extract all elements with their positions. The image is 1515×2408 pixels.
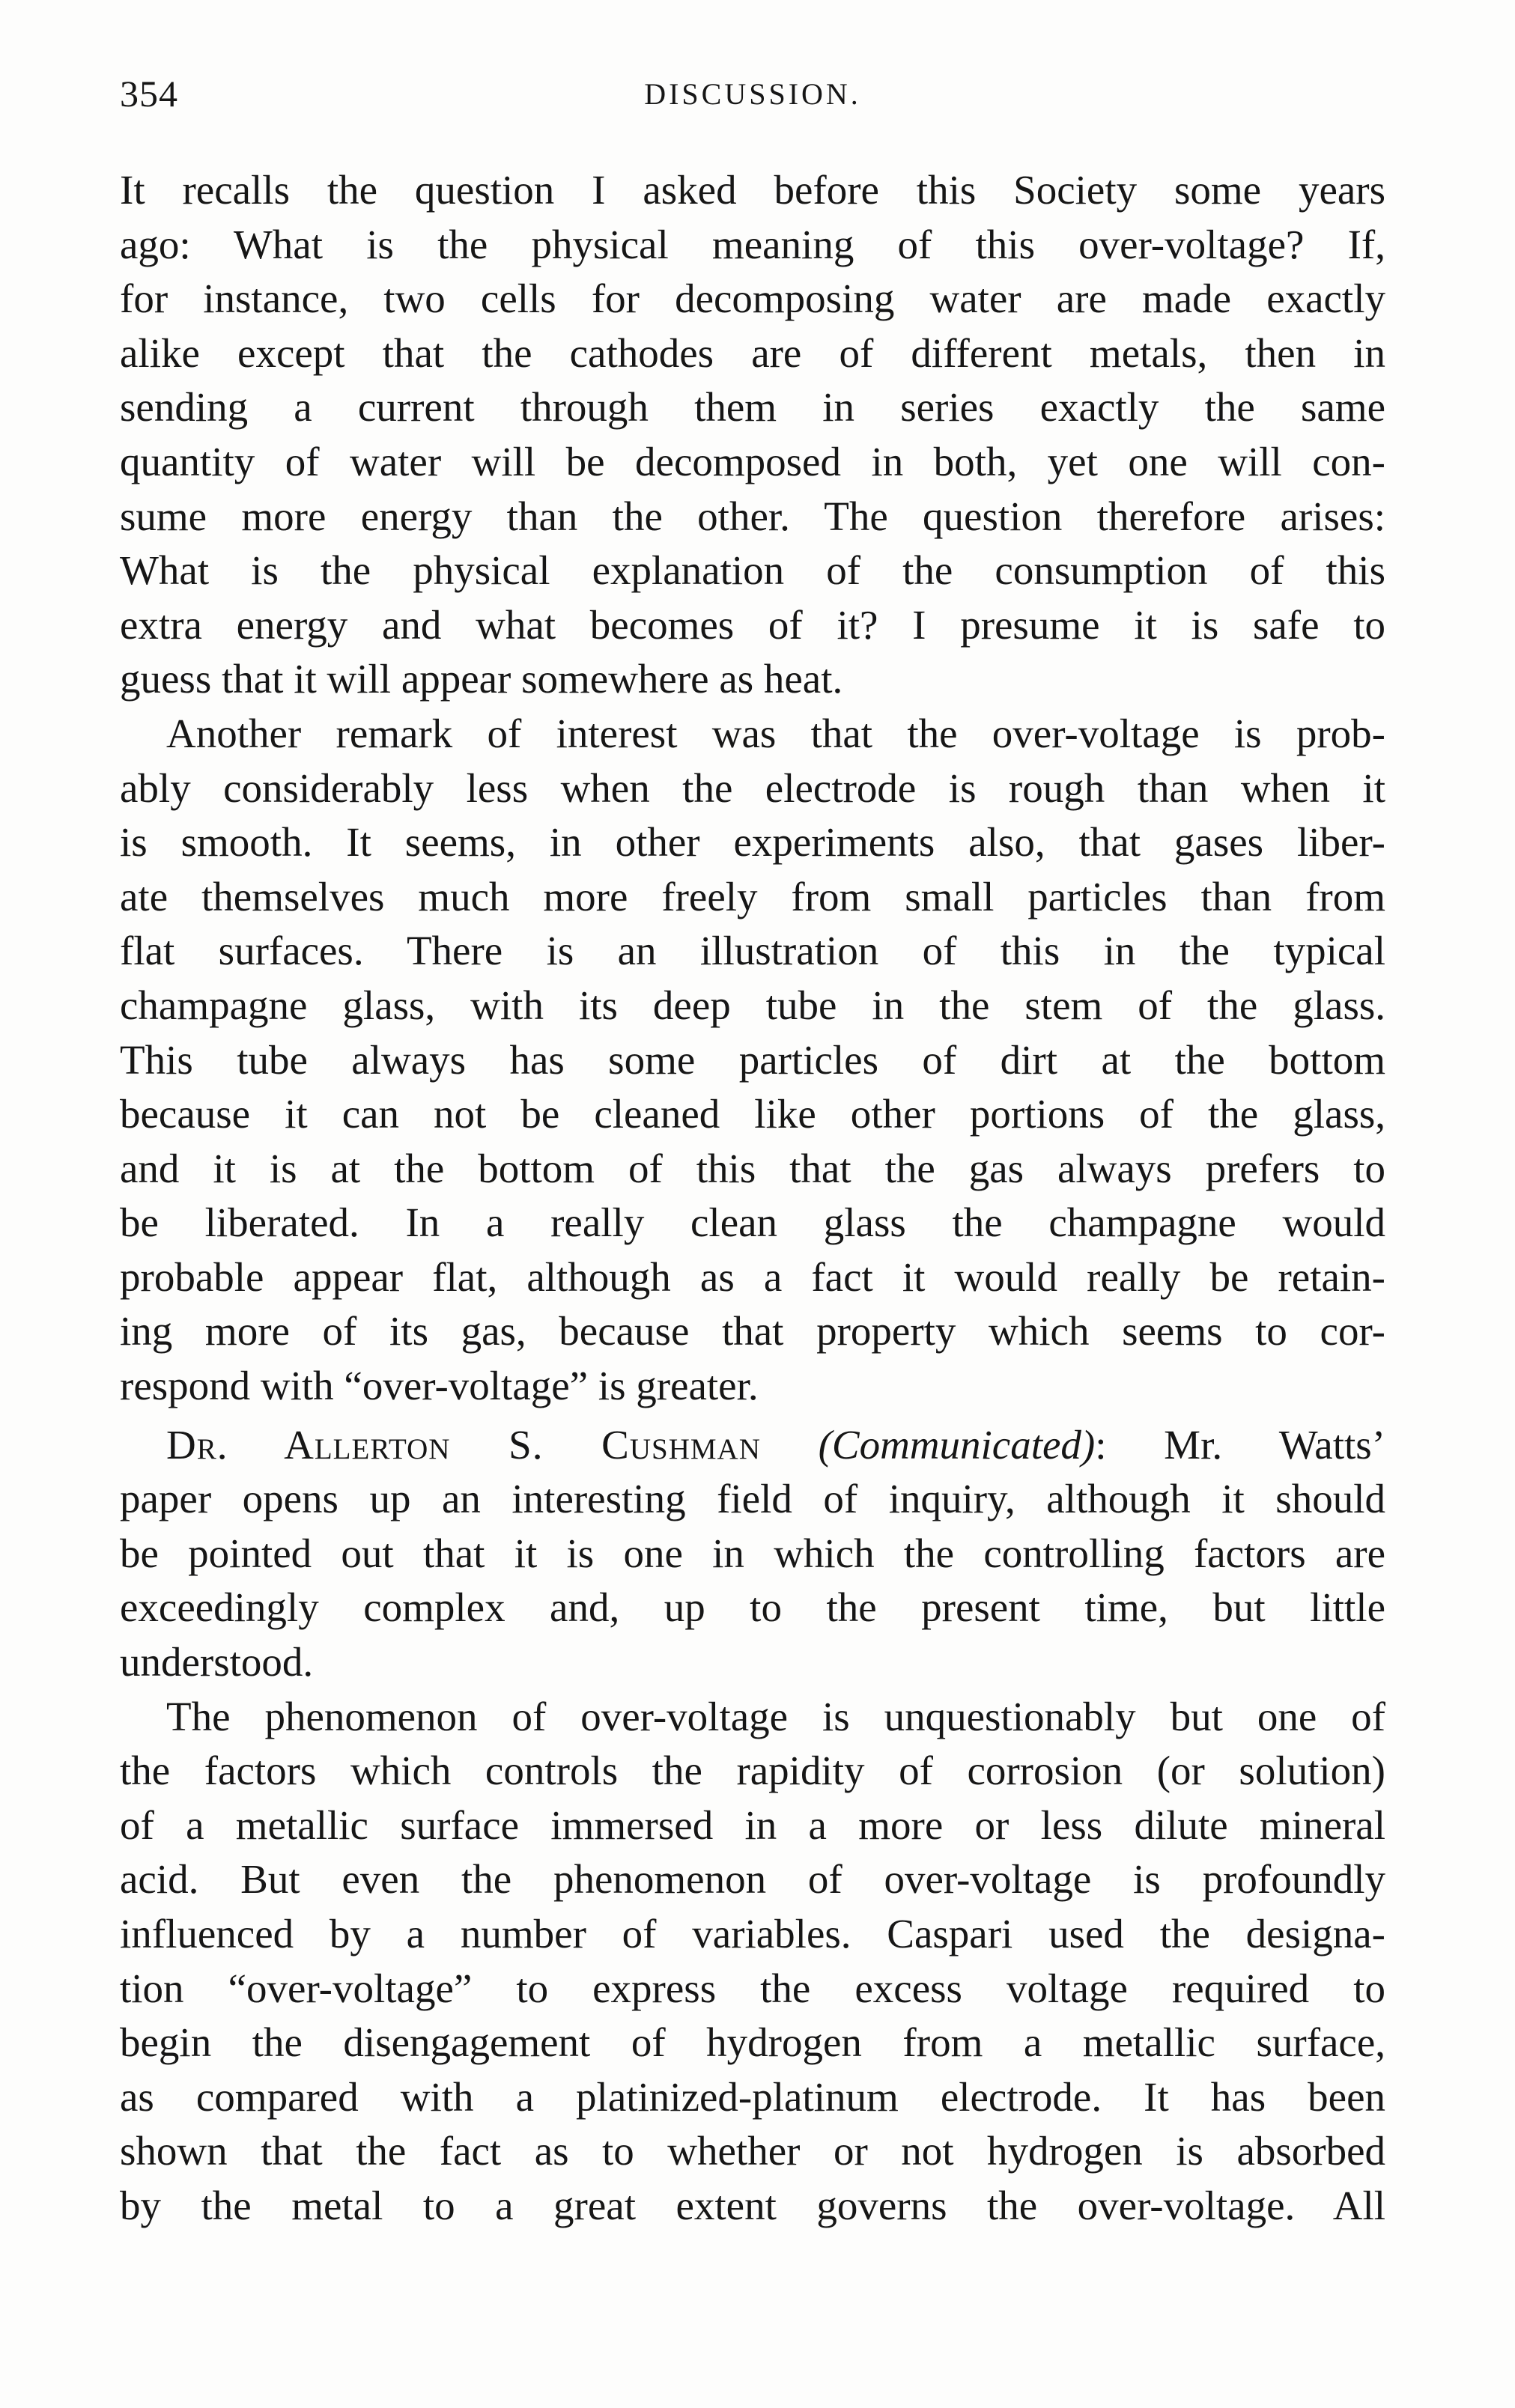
paragraph-2 [120, 707, 1385, 1414]
text-line: of a metallic surface immersed in a more or less dilute mineral [120, 1802, 1385, 1848]
text-line: paper opens up an interesting field of inquiry, although it should [120, 1476, 1385, 1522]
text-line: respond with “over-voltage” is greater. [120, 1363, 759, 1409]
text-line: champagne glass, with its deep tube in the stem of the glass. [120, 982, 1385, 1028]
text-line: begin the disengagement of hydrogen from a metallic surface, [120, 2019, 1385, 2066]
text-line: acid. But even the phenomenon of over-voltage is profoundly [120, 1856, 1385, 1903]
text-line: quantity of water will be decomposed in both, yet one will con- [120, 438, 1385, 484]
text-line: The phenomenon of over-voltage is unquestionably but one of [166, 1693, 1385, 1739]
speaker-line-rest: : Mr. Watts’ [1095, 1421, 1385, 1468]
paragraph-3 [120, 1418, 1385, 1690]
text-line: ably considerably less when the electrode is rough than when it [120, 764, 1385, 811]
text-line: This tube always has some particles of dirt at the bottom [120, 1036, 1385, 1083]
text-line: extra energy and what becomes of it? I presume it is safe to [120, 601, 1385, 648]
text-line: Another remark of interest was that the over-voltage is prob- [166, 710, 1385, 756]
text-line: ago: What is the physical meaning of this over-voltage? If, [120, 221, 1385, 267]
text-line: exceedingly complex and, up to the present time, but little [120, 1584, 1385, 1631]
text-line: guess that it will appear somewhere as heat. [120, 656, 843, 702]
text-line: sume more energy than the other. The question therefore arises: [120, 493, 1385, 539]
text-line: probable appear flat, although as a fact it would really be retain- [120, 1253, 1385, 1300]
text-line: the factors which controls the rapidity of corrosion (or solution) [120, 1748, 1385, 1794]
speaker-line [120, 1418, 1385, 1473]
text-line: shown that the fact as to whether or not hydrogen is absorbed [120, 2128, 1385, 2174]
speaker-note: (Communicated) [818, 1421, 1096, 1468]
text-line: It recalls the question I asked before this Society some years [120, 167, 1385, 213]
text-line: be pointed out that it is one in which the controlling factors are [120, 1530, 1385, 1576]
text-line: ing more of its gas, because that property which seems to cor- [120, 1308, 1385, 1354]
text-line: and it is at the bottom of this that the gas always prefers to [120, 1145, 1385, 1191]
text-line: alike except that the cathodes are of different metals, then in [120, 329, 1385, 376]
page-number: 354 [120, 73, 178, 115]
paragraph-4 [120, 1690, 1385, 2234]
page-header [120, 72, 1385, 124]
text-line: influenced by a number of variables. Caspari used the designa- [120, 1911, 1385, 1956]
text-line: tion “over-voltage” to express the excess voltage required to [120, 1965, 1385, 2011]
text-line: be liberated. In a really clean glass the champagne would [120, 1200, 1385, 1246]
text-line: flat surfaces. There is an illustration of this in the typical [120, 928, 1385, 974]
text-line: sending a current through them in series exactly the same [120, 384, 1385, 431]
speaker-name: Dr. Allerton S. Cushman [166, 1421, 761, 1468]
text-line: for instance, two cells for decomposing water are made exactly [120, 276, 1385, 322]
text-line: as compared with a platinized-platinum electrode. It has been [120, 2073, 1385, 2120]
text-line: is smooth. It seems, in other experiments also, that gases liber- [120, 819, 1385, 866]
text-line: because it can not be cleaned like other portions of the glass, [120, 1091, 1385, 1137]
paragraph-1 [120, 163, 1385, 707]
text-line: by the metal to a great extent governs the over-voltage. All [120, 2182, 1385, 2228]
text-line: What is the physical explanation of the consumption of this [120, 547, 1385, 594]
body-text [120, 163, 1385, 2234]
text-line: understood. [120, 1639, 314, 1685]
running-head: DISCUSSION. [644, 77, 861, 111]
text-line: ate themselves much more freely from small particles than from [120, 873, 1385, 919]
